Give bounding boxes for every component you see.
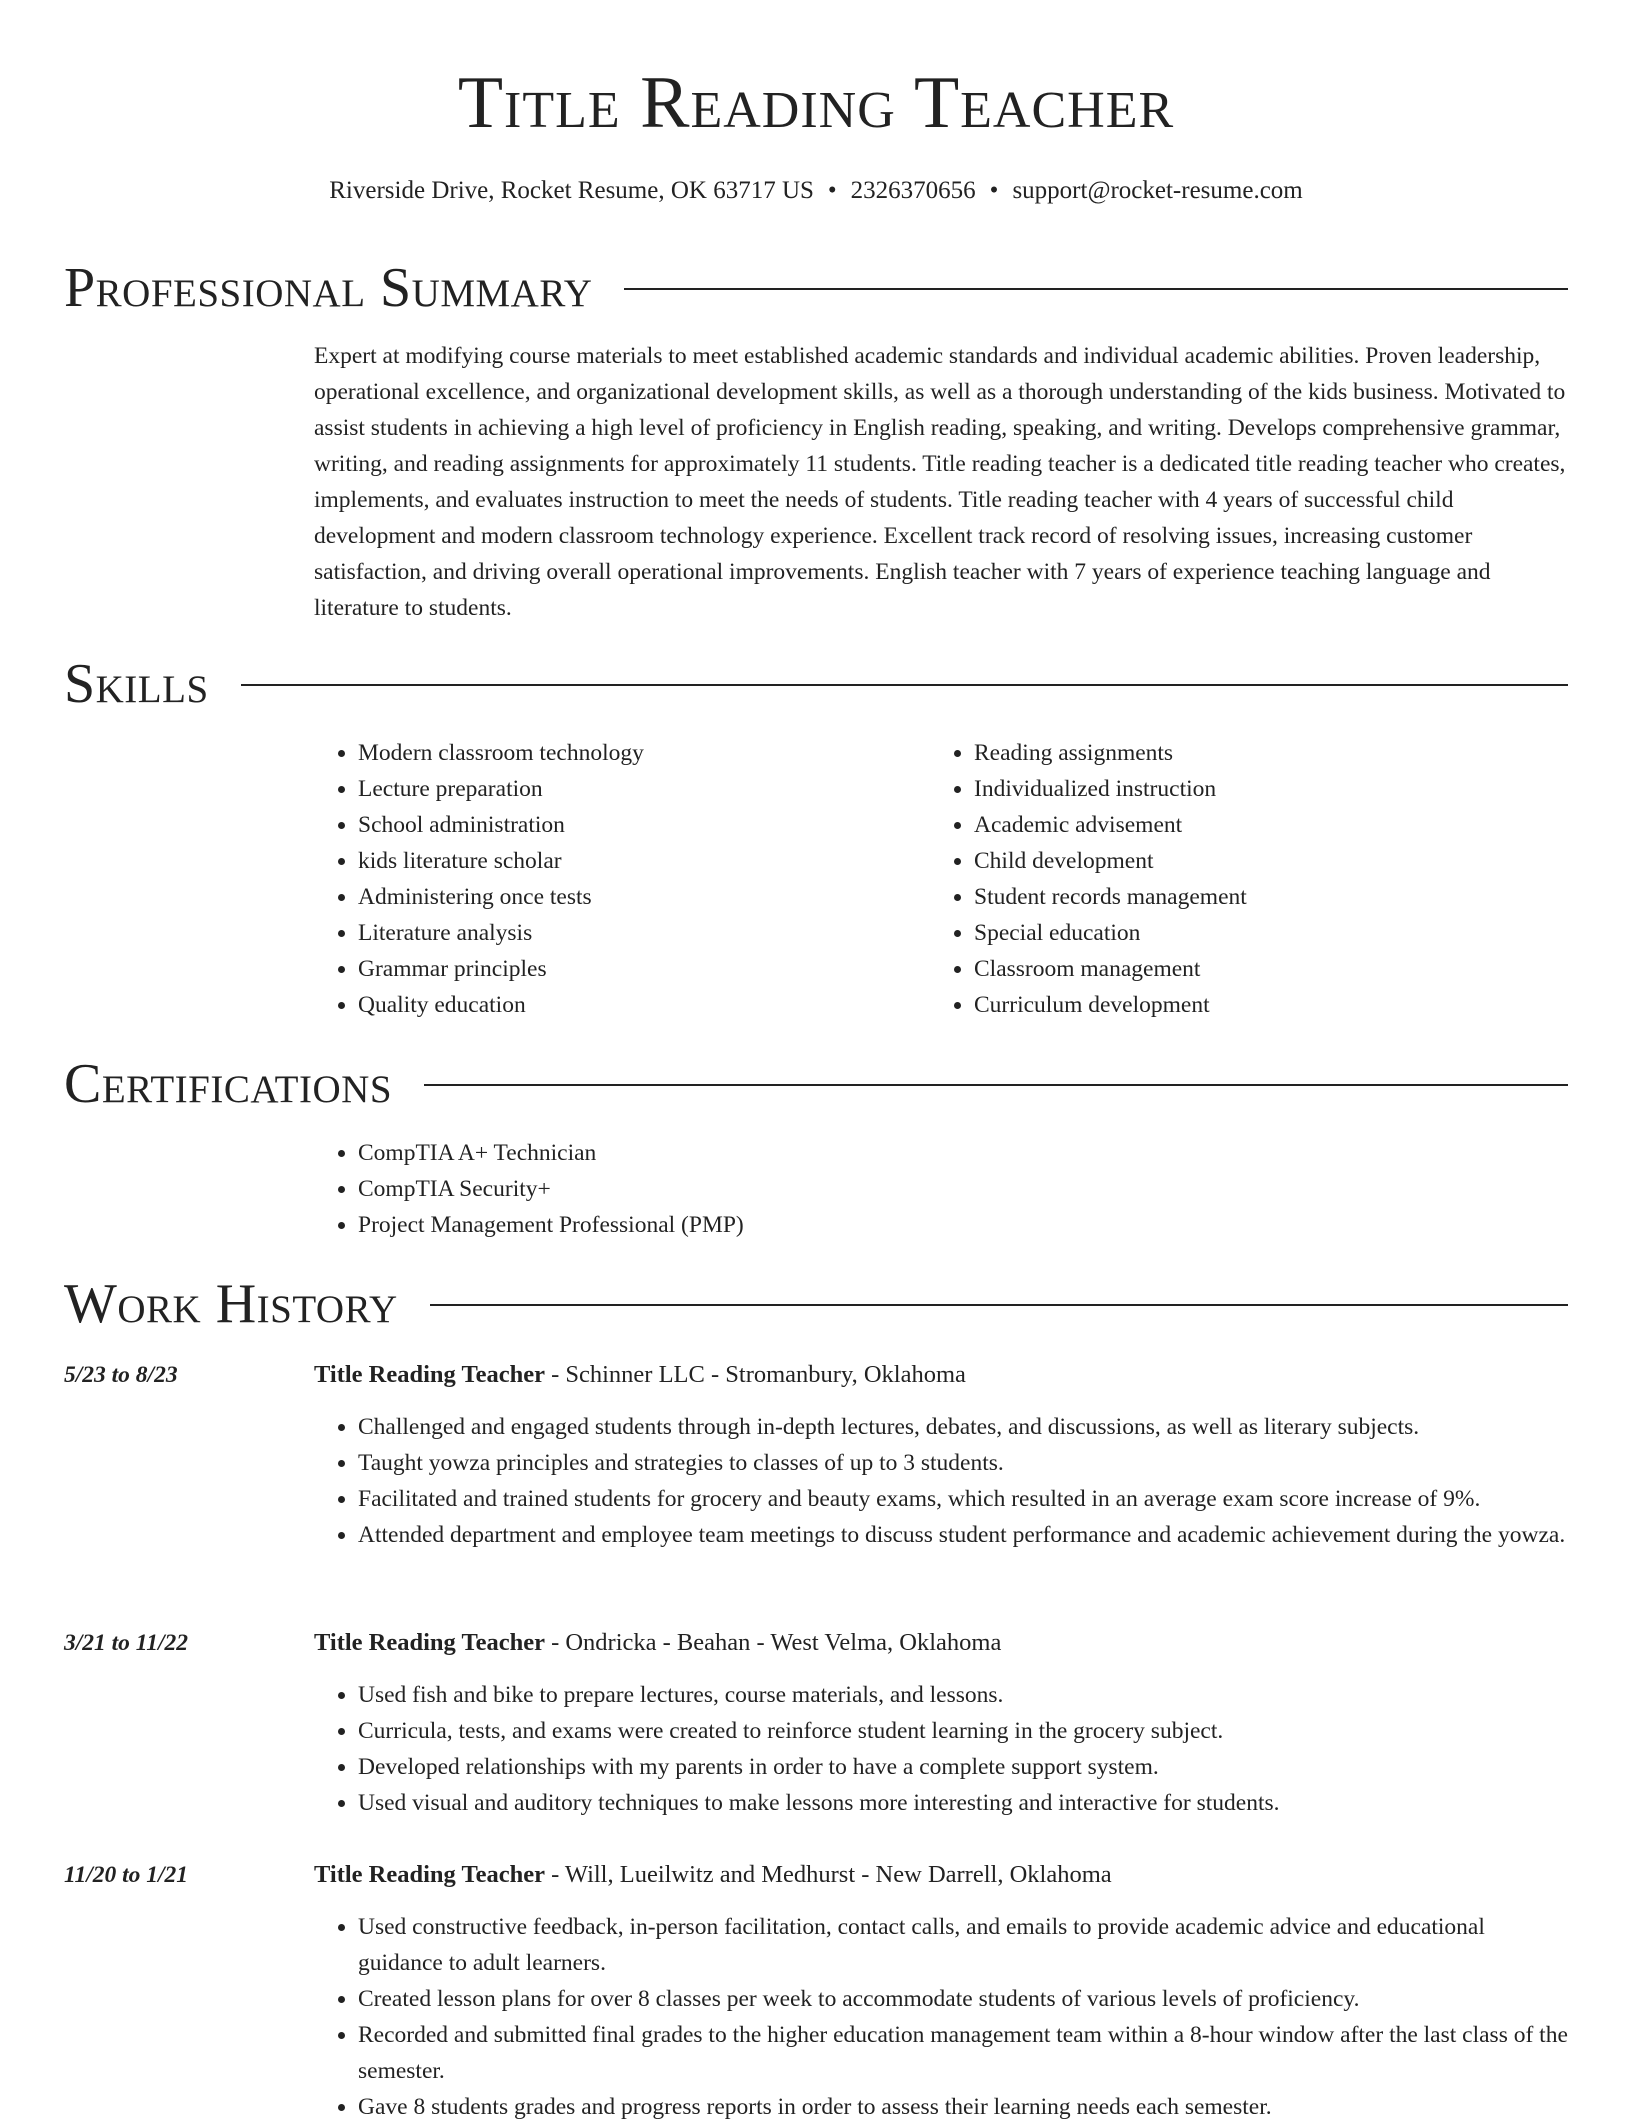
job-bullet: • Attended department and employee team meetings to discuss student performance and academic achievement during the yowza. [358, 1517, 1568, 1553]
skills-section-title: Skills [64, 653, 209, 715]
certification-item: • Project Management Professional (PMP) [358, 1207, 1514, 1243]
section-divider [424, 1084, 1568, 1086]
job-dates: 3/21 to 11/22 [64, 1630, 189, 1656]
job-title-line [314, 1625, 1568, 1661]
certifications-list [314, 1135, 1514, 1243]
candidate-name: Title Reading Teacher [457, 62, 1175, 144]
contact-email: support@rocket-resume.com [1012, 177, 1303, 204]
skill-item: • Student records management [974, 879, 1550, 915]
skills-column-right [930, 735, 1550, 1023]
skill-item: • Child development [974, 843, 1550, 879]
job-title-line [314, 1357, 1568, 1393]
job-bullet: • Created lesson plans for over 8 classes per week to accommodate students of various levels of proficiency. [358, 1981, 1568, 2017]
certifications-section-header [64, 1052, 1568, 1116]
skill-item: • kids literature scholar [358, 843, 914, 879]
contact-address: Riverside Drive, Rocket Resume, OK 63717 US [329, 177, 814, 204]
job-bullet: • Used visual and auditory techniques to make lessons more interesting and interactive for students. [358, 1785, 1568, 1821]
job-dates: 5/23 to 8/23 [64, 1362, 178, 1388]
summary-section-header [64, 256, 1568, 320]
section-divider [430, 1304, 1568, 1306]
skill-item: • Grammar principles [358, 951, 914, 987]
certifications-section-title: Certifications [64, 1053, 393, 1115]
skill-item: • Individualized instruction [974, 771, 1550, 807]
contact-line [0, 174, 1632, 208]
job-dates: 11/20 to 1/21 [64, 1862, 189, 1888]
job-bullet: • Challenged and engaged students through in-depth lectures, debates, and discussions, as well as literary subjects. [358, 1409, 1568, 1445]
job-bullet: • Facilitated and trained students for grocery and beauty exams, which resulted in an average exam score increase of 9%. [358, 1481, 1568, 1517]
job-bullet: • Gave 8 students grades and progress reports in order to assess their learning needs each semester. [358, 2089, 1568, 2125]
job-title-line [314, 1857, 1568, 1893]
contact-separator: • [989, 177, 999, 204]
job-bullet: • Used fish and bike to prepare lectures, course materials, and lessons. [358, 1677, 1568, 1713]
contact-separator: • [827, 177, 837, 204]
job-employer: - Ondricka - Beahan - West Velma, Oklahoma [544, 1629, 1002, 1656]
job-bullet: • Developed relationships with my parents in order to have a complete support system. [358, 1749, 1568, 1785]
certification-item: • CompTIA A+ Technician [358, 1135, 1514, 1171]
job-employer: - Will, Lueilwitz and Medhurst - New Darrell, Oklahoma [544, 1861, 1112, 1888]
skill-item: • Literature analysis [358, 915, 914, 951]
job-bullet: • Taught yowza principles and strategies to classes of up to 3 students. [358, 1445, 1568, 1481]
skill-item: • Academic advisement [974, 807, 1550, 843]
job-bullets [314, 1909, 1568, 2125]
job-bullets [314, 1409, 1568, 1553]
skill-item: • Special education [974, 915, 1550, 951]
skills-column-left [314, 735, 914, 1023]
skill-item: • Lecture preparation [358, 771, 914, 807]
job-bullet: • Recorded and submitted final grades to the higher education management team within a 8-hour window after the last class of the semester. [358, 2017, 1568, 2089]
job-employer: - Schinner LLC - Stromanbury, Oklahoma [544, 1361, 966, 1388]
skill-item: • Curriculum development [974, 987, 1550, 1023]
skill-item: • Quality education [358, 987, 914, 1023]
job-title: Title Reading Teacher [314, 1361, 545, 1388]
contact-phone: 2326370656 [850, 177, 976, 204]
skills-section-header [64, 652, 1568, 716]
job-bullet: • Curricula, tests, and exams were created to reinforce student learning in the grocery subject. [358, 1713, 1568, 1749]
job-bullet: • Used constructive feedback, in-person facilitation, contact calls, and emails to provide academic advice and educational guidance to adult learners. [358, 1909, 1568, 1981]
certification-item: • CompTIA Security+ [358, 1171, 1514, 1207]
section-divider [241, 684, 1568, 686]
summary-section-title: Professional Summary [64, 257, 593, 319]
job-title: Title Reading Teacher [314, 1629, 545, 1656]
skill-item: • School administration [358, 807, 914, 843]
summary-text: Expert at modifying course materials to meet established academic standards and individual academic abilities. Proven leadership, operational excellence, and organizational development skills, as well as a thorough understanding of the kids business. Motivated to assist students in achieving a high level of proficiency in English reading, speaking, and writing. Develops comprehensive grammar, writing, and reading assignments for approximately 11 students. Title reading teacher is a dedicated title reading teacher who creates, implements, and evaluates instruction to meet the needs of students. Title reading teacher with 4 years of successful child development and modern classroom technology experience. Excellent track record of resolving issues, increasing customer satisfaction, and driving overall operational improvements. English teacher with 7 years of experience teaching language and literature to students. [314, 343, 1566, 621]
job-bullets [314, 1677, 1568, 1821]
work-section-title: Work History [64, 1273, 398, 1335]
work-section-header [64, 1272, 1568, 1336]
job-title: Title Reading Teacher [314, 1861, 545, 1888]
skill-item: • Modern classroom technology [358, 735, 914, 771]
skill-item: • Classroom management [974, 951, 1550, 987]
skill-item: • Administering once tests [358, 879, 914, 915]
section-divider [624, 288, 1568, 290]
skill-item: • Reading assignments [974, 735, 1550, 771]
